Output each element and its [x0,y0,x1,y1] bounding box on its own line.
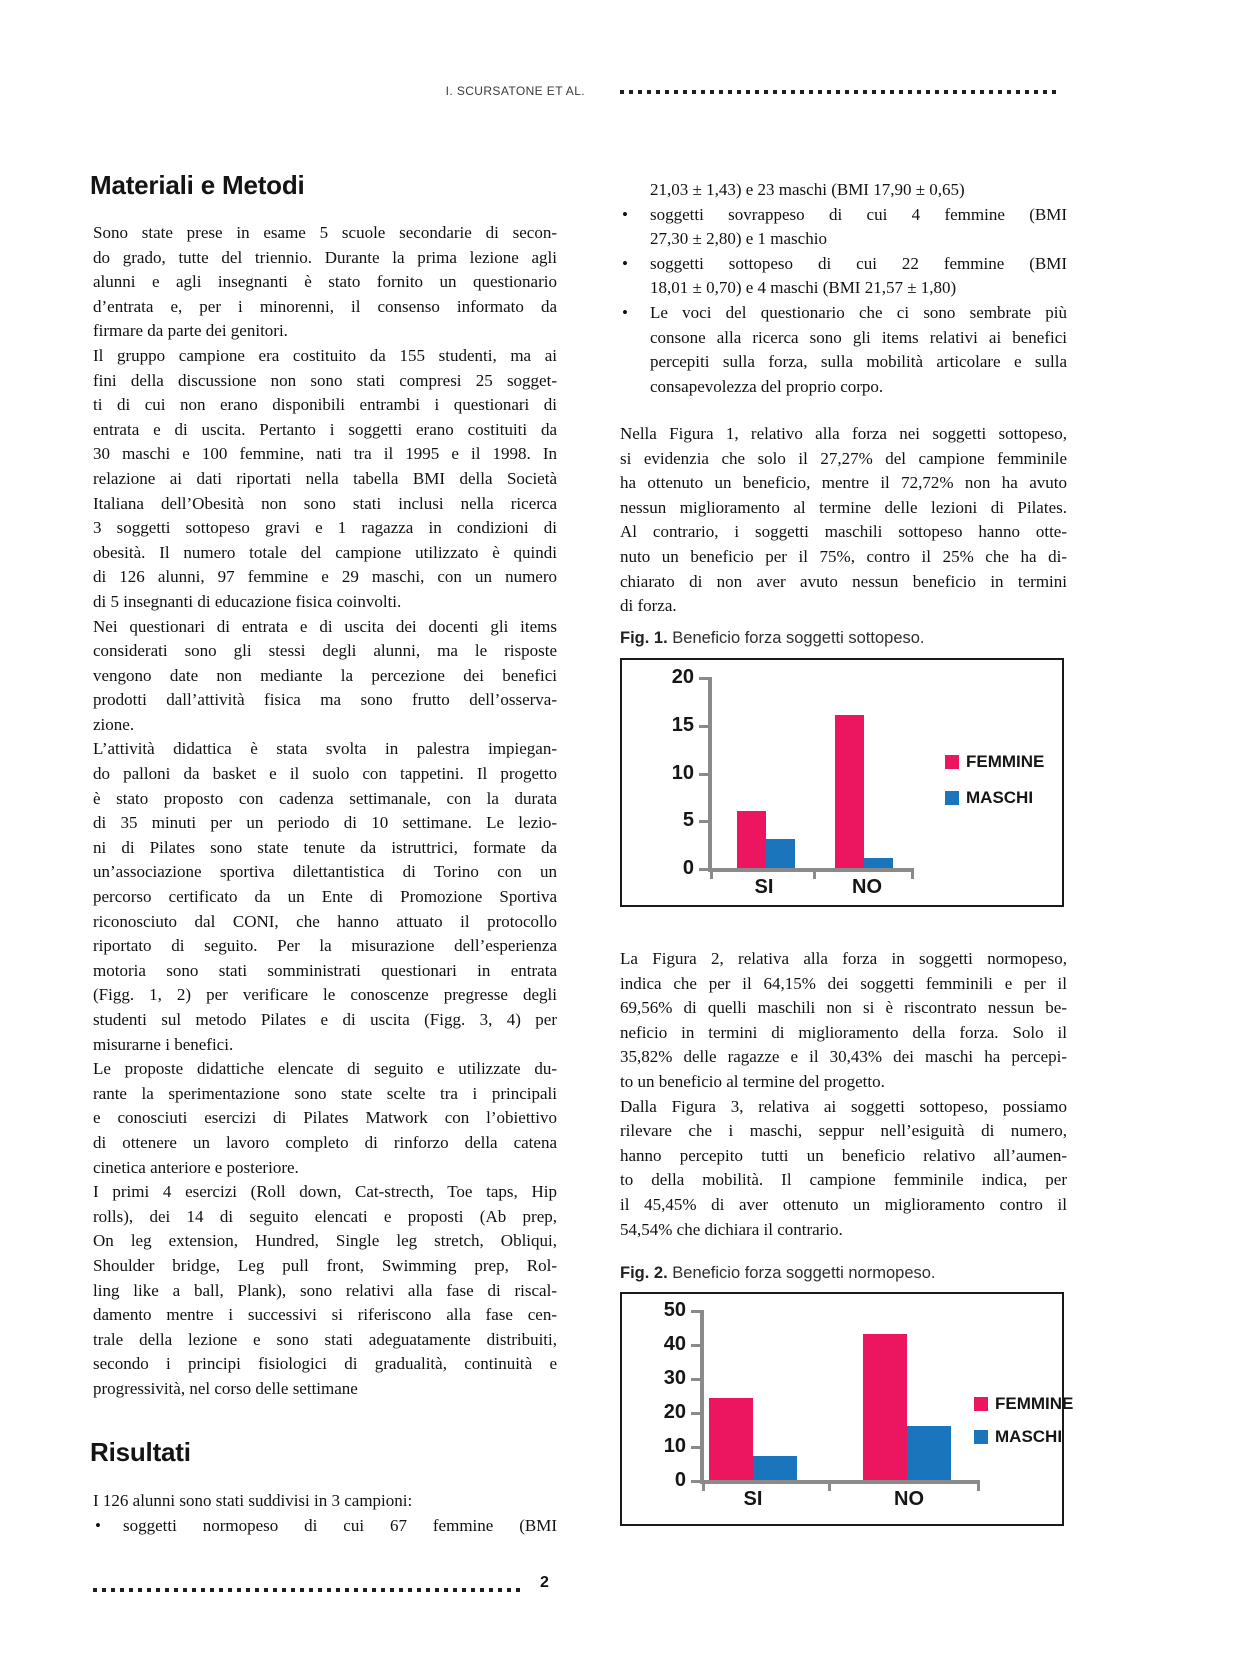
figure-1-chart [620,658,1064,907]
text-line: rante la sperimentazione sono state scelte tra i principali [93,1083,557,1103]
legend-swatch-maschi [974,1430,988,1444]
text-line: do palloni da basket e il suolo con tappetini. Il progetto [93,764,557,784]
bullet-icon: • [95,1516,101,1535]
text-line: prodotti dall’attività fisica ma sono frutto dell’osserva- [93,690,557,710]
y-tick [691,1480,700,1483]
category-label: NO [894,1488,924,1510]
figure-2-chart [620,1292,1074,1526]
paragraph-figura1 [620,422,1067,619]
y-tick-label: 10 [663,1435,686,1457]
text-line: obesità. Il numero totale del campione utilizzato è quindi [93,542,557,562]
y-tick [691,1378,700,1381]
y-tick [699,868,708,871]
text-line: zione. [93,714,135,734]
text-line: 54,54% che dichiara il contrario. [620,1219,843,1239]
text-line: Le voci del questionario che ci sono sembrate più [650,302,1067,322]
text-line: considerati sono gli stessi degli alunni, ma le risposte [93,641,557,661]
y-axis [708,677,712,872]
x-axis [708,868,914,872]
bullet-icon: • [622,204,628,224]
text-line: ti di cui non erano disponibili entrambi i questionari di [93,395,557,415]
legend-label-femmine: FEMMINE [995,1394,1074,1413]
bar-maschi-no [864,858,893,868]
text-line: On leg extension, Hundred, Single leg stretch, Obliqui, [93,1231,557,1251]
text-line: 30 maschi e 100 femmine, nati tra il 1995 e il 1998. In [93,444,557,464]
y-tick-label: 10 [671,761,694,784]
text-line: un’associazione sportiva dilettantistica di Torino con un [93,862,557,882]
figure-2-label: Fig. 2. [620,1264,668,1282]
text-line: ni di Pilates sono state tenute da istruttrici, formate da [93,837,557,857]
text-line: nessun miglioramento al termine delle lezioni di Pilates. [620,497,1067,517]
legend-label-maschi: MASCHI [995,1427,1063,1446]
figure-1-caption [620,629,925,648]
text-line: 3 soggetti sottopeso gravi e 1 ragazza in condizioni di [93,518,557,538]
y-axis [700,1310,704,1484]
text-line: di 5 insegnanti di educazione fisica coinvolti. [93,591,402,611]
text-line: indica che per il 64,15% dei soggetti femminili e per il [620,973,1067,993]
y-tick [699,725,708,728]
category-label: SI [754,876,774,898]
text-line: d’entrata e, per i minorenni, il consenso informato da [93,296,557,316]
category-label: NO [852,876,882,898]
section-title-materiali: Materiali e Metodi [90,170,305,200]
text-line: I primi 4 esercizi (Roll down, Cat-strecth, Toe taps, Hip [93,1182,557,1202]
text-line: Al contrario, i soggetti maschili sottopeso hanno otte- [620,522,1067,542]
y-tick-label: 5 [682,809,694,832]
x-tick [977,1484,980,1491]
text-line: riportato di seguito. Per la misurazione dell’esperienza [93,936,557,956]
text-line: chiarato di non aver avuto nessun beneficio in termini [620,571,1067,591]
text-line: secondo i principi fisiologici di gradualità, continuità e [93,1354,557,1374]
bar-femmine-no [863,1334,907,1480]
text-line: riconosciuto dal CONI, che hanno attuato il protocollo [93,911,557,931]
text-line: fini della discussione non sono stati compresi 25 sogget- [93,370,557,390]
text-line: di forza. [620,596,677,616]
y-tick-label: 0 [682,857,694,879]
text-line: hanno percepito tutti un beneficio relativo all’aumen- [620,1145,1067,1165]
list-item [620,203,1067,252]
y-tick [691,1310,700,1313]
text-line: alunni e agli insegnanti è stato fornito un questionario [93,272,557,292]
y-tick-label: 50 [663,1299,686,1321]
figure-2-caption [620,1264,936,1283]
text-line: rilevare che i maschi, seppur nell’esiguità di numero, [620,1121,1067,1141]
text-line: motoria sono stati somministrati questionari in entrata [93,960,557,980]
text-line: (Figg. 1, 2) per verificare le conoscenze pregresse degli [93,985,557,1005]
bullet-icon: • [622,253,628,273]
legend-label-maschi: MASCHI [966,788,1034,807]
text-line: il 45,45% di aver ottenuto un miglioramento contro il [620,1194,1067,1214]
text-line: Le proposte didattiche elencate di seguito e utilizzate du- [93,1059,557,1079]
text-line: L’attività didattica è stata svolta in palestra impiegan- [93,739,557,759]
figure-1-label: Fig. 1. [620,629,668,647]
y-tick [691,1344,700,1347]
paragraph-figura2-3 [620,947,1067,1242]
bar-maschi-no [907,1426,951,1480]
text-line: soggetti normopeso di cui 67 femmine (BMI [123,1516,557,1535]
footer-dotted-rule [93,1588,524,1592]
y-tick [699,773,708,776]
bar-maschi-si [753,1456,797,1480]
running-header-author: I. SCURSATONE ET AL. [445,84,585,98]
x-tick [911,872,914,879]
x-axis [700,1480,980,1484]
bar-maschi-si [766,839,795,868]
bar-femmine-si [709,1398,753,1480]
text-line: nuto un beneficio per il 75%, contro il 25% che ha di- [620,546,1067,566]
text-line: to un beneficio al termine del progetto. [620,1071,885,1091]
text-line: relazione ai dati riportati nella tabella BMI della Società [93,468,557,488]
x-tick [710,872,713,879]
page-number: 2 [540,1574,549,1591]
text-line: firmare da parte dei genitori. [93,321,288,341]
risultati-intro: I 126 alunni sono stati suddivisi in 3 campioni: [93,1491,413,1510]
text-line: 18,01 ± 0,70) e 4 maschi (BMI 21,57 ± 1,80) [650,278,957,298]
text-line: soggetti sovrappeso di cui 4 femmine (BMI [650,204,1067,224]
text-line: Sono state prese in esame 5 scuole secondarie di secon- [93,223,557,242]
text-line: 27,30 ± 2,80) e 1 maschio [650,229,827,249]
section-title-risultati: Risultati [90,1437,191,1467]
text-line: consapevolezza del proprio corpo. [650,376,884,396]
y-tick [699,677,708,680]
y-tick-label: 15 [671,713,694,736]
text-line: percepiti sulla forza, sulla mobilità articolare e sulla [650,352,1067,372]
y-tick-label: 0 [674,1469,686,1491]
text-line: trale della lezione e sono stati adeguatamente distribuiti, [93,1329,557,1349]
legend-swatch-femmine [945,755,959,769]
text-line: damento mentre i successivi si riferiscono alla fase cen- [93,1305,557,1325]
legend-label-femmine: FEMMINE [966,752,1045,771]
text-line: 69,56% di quelli maschili non si è riscontrato nessun be- [620,998,1067,1018]
text-line: di 126 alunni, 97 femmine e 29 maschi, con un numero [93,567,557,587]
text-line: Nei questionari di entrata e di uscita dei docenti gli items [93,616,557,636]
text-line: Italiana dell’Obesità non sono stati inclusi nella ricerca [93,493,557,513]
text-line: soggetti sottopeso di cui 22 femmine (BMI [650,253,1067,273]
text-line: La Figura 2, relativa alla forza in soggetti normopeso, [620,949,1067,968]
text-line: si evidenzia che solo il 27,27% del campione femminile [620,448,1067,468]
text-line: progressività, nel corso delle settimane [93,1378,358,1398]
y-tick [691,1446,700,1449]
text-line: 35,82% delle ragazze e il 30,43% dei maschi ha percepi- [620,1047,1067,1067]
text-line: misurarne i benefici. [93,1034,234,1054]
y-tick-label: 40 [663,1333,686,1355]
text-line: è stato proposto con cadenza settimanale, con la durata [93,788,557,808]
right-column-list [620,178,1067,399]
bar-femmine-no [835,715,864,868]
legend-swatch-maschi [945,791,959,805]
text-line: consone alla ricerca sono gli items relativi ai benefici [650,327,1067,347]
list-item [620,252,1067,301]
category-label: SI [743,1488,763,1510]
list-item [620,301,1067,399]
y-tick-label: 20 [671,666,694,688]
left-column-body [93,221,557,1402]
bullet-icon: • [622,302,628,322]
text-line: Nella Figura 1, relativo alla forza nei soggetti sottopeso, [620,424,1067,443]
text-line: cinetica anteriore e posteriore. [93,1157,299,1177]
text-line: ha ottenuto un beneficio, mentre il 72,72% non ha avuto [620,473,1067,493]
bar-femmine-si [737,811,766,868]
text-line: rolls), dei 14 di seguito elencati e proposti (Ab prep, [93,1206,557,1226]
text-line: ling like a ball, Plank), sono relativi alla fase di riscal- [93,1280,557,1300]
y-tick-label: 20 [663,1401,686,1423]
figure-1-caption-text: Beneficio forza soggetti sottopeso. [672,629,925,647]
y-tick [699,820,708,823]
header-dotted-rule [620,90,1060,94]
text-line: Dalla Figura 3, relativa ai soggetti sottopeso, possiamo [620,1096,1067,1116]
y-tick [691,1412,700,1415]
text-line: Il gruppo campione era costituito da 155 studenti, ma ai [93,345,557,365]
text-line: Shoulder bridge, Leg pull front, Swimming prep, Rol- [93,1255,557,1275]
y-tick-label: 30 [663,1367,686,1389]
legend-swatch-femmine [974,1397,988,1411]
text-line: di ottenere un lavoro completo di rinforzo della catena [93,1132,557,1152]
text-line: to della mobilità. Il campione femminile indica, per [620,1170,1067,1190]
text-line: vengono date non mediante la percezione dei benefici [93,665,557,685]
text-line: di 35 minuti per un periodo di 10 settimane. Le lezio- [93,813,557,833]
text-line: neficio in termini di miglioramento della forza. Solo il [620,1022,1067,1042]
text-line: entrata e di uscita. Pertanto i soggetti erano costituiti da [93,419,557,439]
text-line: studenti sul metodo Pilates e di uscita (Figg. 3, 4) per [93,1010,557,1029]
text-line: 21,03 ± 1,43) e 23 maschi (BMI 17,90 ± 0,65) [650,180,965,199]
list-item [93,1514,557,1539]
x-tick [813,872,816,879]
x-tick [702,1484,705,1491]
figure-2-caption-text: Beneficio forza soggetti normopeso. [672,1264,936,1282]
text-line: do grado, tutte del triennio. Durante la prima lezione agli [93,247,557,267]
x-tick [828,1484,831,1491]
text-line: percorso certificato da un Ente di Promozione Sportiva [93,887,557,907]
text-line: e conosciuti esercizi di Pilates Matwork con l’obiettivo [93,1108,557,1128]
